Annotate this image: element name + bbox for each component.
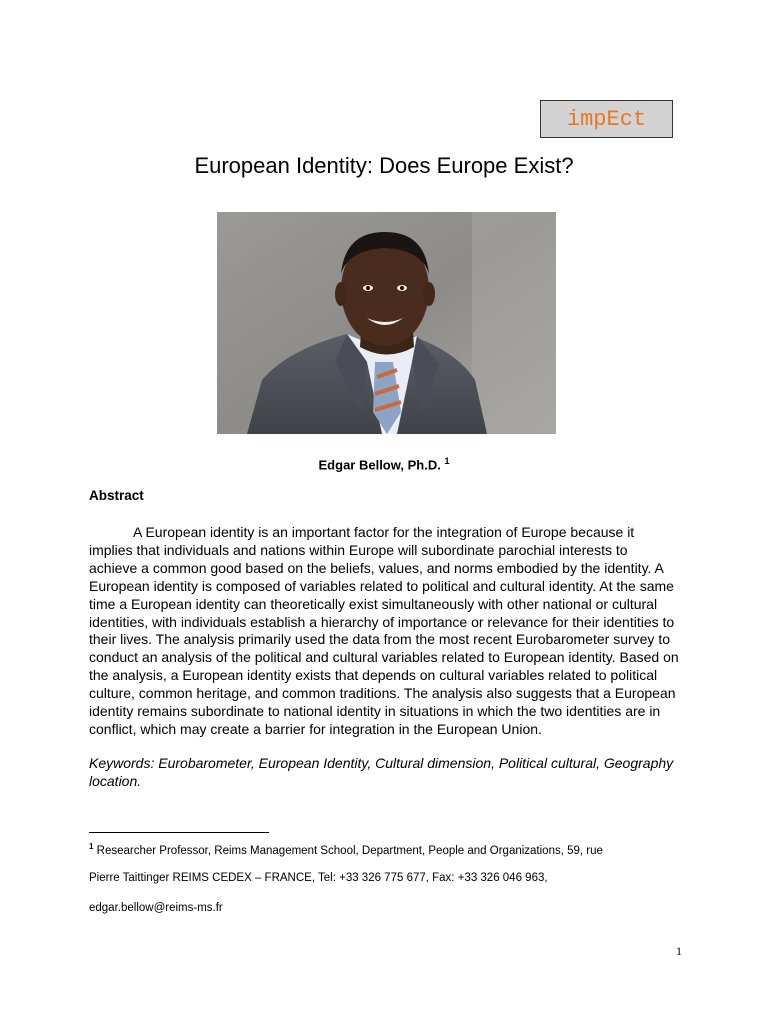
journal-logo-text: impEct xyxy=(566,106,647,132)
abstract-heading: Abstract xyxy=(89,488,144,503)
abstract-body xyxy=(89,524,679,739)
journal-logo xyxy=(540,100,673,138)
keywords: Keywords: Eurobarometer, European Identity, Cultural dimension, Political cultural, Geography location. xyxy=(89,755,674,789)
footnote-line-1 xyxy=(89,842,603,857)
footnote-marker: 1 xyxy=(89,842,94,851)
author-photo xyxy=(217,212,556,434)
author-line xyxy=(0,456,768,472)
paper-title: European Identity: Does Europe Exist? xyxy=(194,153,574,178)
author-name: Edgar Bellow, Ph.D. xyxy=(318,457,441,473)
footnote-separator xyxy=(89,832,269,833)
footnote-line-2: Pierre Taittinger REIMS CEDEX – FRANCE, Tel: +33 326 775 677, Fax: +33 326 046 963, xyxy=(89,872,548,884)
footnote-email[interactable]: edgar.bellow@reims-ms.fr xyxy=(89,902,223,914)
page-number: 1 xyxy=(676,944,682,958)
author-footnote-ref: 1 xyxy=(444,456,450,466)
footnote-text-1: Researcher Professor, Reims Management School, Department, People and Organizations, 59, rue xyxy=(96,844,603,857)
abstract-text: A European identity is an important factor for the integration of Europe because it implies that individuals and nations within Europe will subordinate parochial interests to achieve a common good based on the beliefs, values, and norms embodied by the identity. A European identity is composed of variables related to political and cultural identity. At the same time a European identity can theoretically exist simultaneously with other national or cultural identities, with individuals establish a hierarchy of importance or relevance for their identities to their lives. The analysis primarily used the data from the most recent Eurobarometer survey to conduct an analysis of the political and cultural variables related to European identity. Based on the analysis, a European identity exists that depends on cultural variables related to political culture, common heritage, and common traditions. The analysis also suggests that a European identity remains subordinate to national identity in situations in which the two identities are in conflict, which may create a barrier for integration in the European Union. xyxy=(89,524,679,737)
